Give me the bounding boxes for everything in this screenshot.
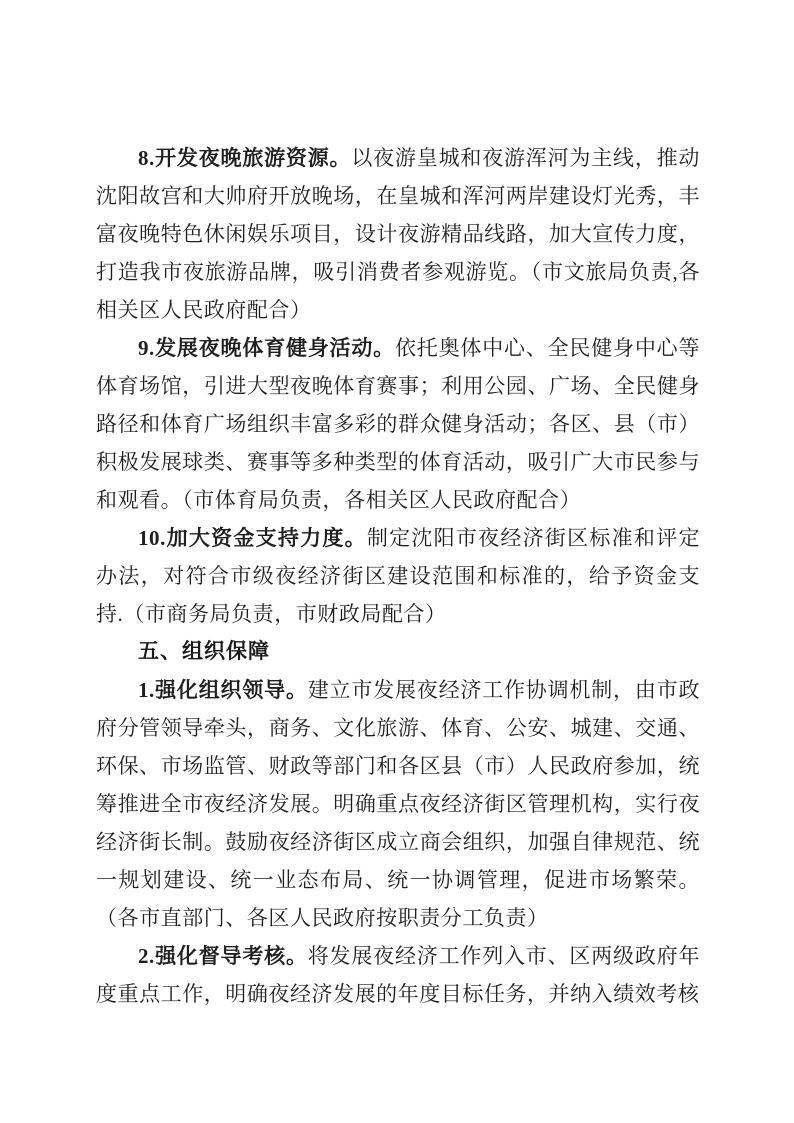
paragraph-2: [96, 937, 700, 1013]
paragraph-10-text: 制定沈阳市夜经济街区标准和评定办法，对符合市级夜经济街区建设范围和标准的，给予资金支持.（市商务局负责，市财政局配合）: [96, 526, 700, 626]
section-heading: 五、组织保障: [138, 640, 270, 663]
paragraph-1: [96, 671, 700, 937]
paragraph-2-lead: 2.强化督导考核。: [138, 944, 308, 968]
paragraph-8: [96, 139, 700, 329]
paragraph-10: [96, 519, 700, 633]
paragraph-9-text: 依托奥体中心、全民健身中心等体育场馆，引进大型夜晚体育赛事；利用公园、广场、全民健身路径和体育广场组织丰富多彩的群众健身活动；各区、县（市）积极发展球类、赛事等多种类型的体育活动，吸引广大市民参与和观看。（市体育局负责，各相关区人民政府配合）: [96, 336, 700, 512]
paragraph-8-text: 以夜游皇城和夜游浑河为主线，推动沈阳故宫和大帅府开放晚场，在皇城和浑河两岸建设灯光秀，丰富夜晚特色休闲娱乐项目，设计夜游精品线路，加大宣传力度，打造我市夜旅游品牌，吸引消费者参观游览。（市文旅局负责,各相关区人民政府配合）: [96, 146, 700, 322]
paragraph-2-text: 将发展夜经济工作列入市、区两级政府年度重点工作，明确夜经济发展的年度目标任务，并纳入绩效考核: [96, 944, 700, 1006]
paragraph-9: [96, 329, 700, 519]
paragraph-1-text: 建立市发展夜经济工作协调机制，由市政府分管领导牵头，商务、文化旅游、体育、公安、城建、交通、环保、市场监管、财政等部门和各区县（市）人民政府参加，统筹推进全市夜经济发展。明确重点夜经济街区管理机构，实行夜经济街长制。鼓励夜经济街区成立商会组织，加强自律规范、统一规划建设、统一业态布局、统一协调管理，促进市场繁荣。（各市直部门、各区人民政府按职责分工负责）: [96, 678, 700, 930]
paragraph-10-lead: 10.加大资金支持力度。: [138, 526, 367, 550]
paragraph-1-lead: 1.强化组织领导。: [138, 678, 308, 702]
document-body: [96, 139, 700, 1013]
paragraph-9-lead: 9.发展夜晚体育健身活动。: [138, 336, 395, 360]
paragraph-8-lead: 8.开发夜晚旅游资源。: [138, 146, 352, 170]
